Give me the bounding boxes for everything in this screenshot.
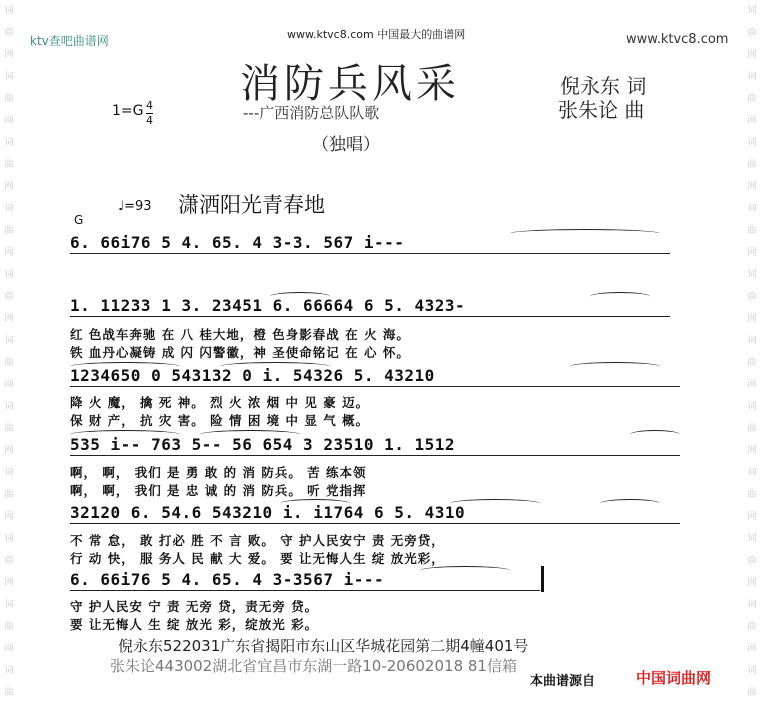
side-watermark-char: 曲 [747,292,757,302]
side-watermark-char: 网 [747,314,757,324]
side-watermark-char: 词 [747,270,757,280]
side-watermark-char: 词 [4,138,14,148]
underline [70,523,680,524]
score-line-3: 1234650 0 543132 0 i. 54326 5. 43210 [70,366,435,385]
side-watermark-char: 词 [4,402,14,412]
underline [70,590,540,591]
side-watermark-char: 网 [4,644,14,654]
side-watermark-char: 词 [747,204,757,214]
side-watermark-char: 网 [4,314,14,324]
score-line-6: 6. 66i76 5 4. 65. 4 3-3567 i--- [70,570,385,589]
side-watermark-char: 曲 [747,160,757,170]
side-watermark-char: 曲 [4,160,14,170]
side-watermark-char: 曲 [4,94,14,104]
lyricist-credit: 倪永东 词 [560,74,647,98]
source-label: 本曲谱源自 [530,674,596,689]
chord-symbol: G [74,213,84,227]
slur [280,499,350,508]
side-watermark-char: 网 [4,182,14,192]
side-watermark-char: 网 [4,50,14,60]
side-watermark-char: 网 [4,446,14,456]
side-watermark-char: 网 [747,380,757,390]
slur [630,430,680,439]
side-watermark-char: 词 [747,534,757,544]
lyric-line-4b: 啊， 啊， 我们 是 忠 诚 的 消 防兵。 听 党指挥 [70,483,367,498]
side-watermark-char: 网 [747,50,757,60]
key-signature: 1=G [112,103,144,119]
lyric-line-3a: 降 火 魔， 擒 死 神。 烈 火 浓 烟 中 见 豪 迈。 [70,395,370,410]
side-watermark-char: 词 [747,138,757,148]
side-watermark-char: 词 [747,666,757,676]
slur [510,229,660,238]
side-watermark-char: 曲 [4,688,14,698]
side-watermark-char: 网 [747,182,757,192]
underline [70,455,680,456]
tempo-marking: ♩=93 [118,199,152,214]
side-watermark-char: 网 [747,578,757,588]
lyric-line-2a: 红 色战车奔驰 在 八 桂大地，橙 色身影春战 在 火 海。 [70,327,410,342]
side-watermark-char: 网 [4,248,14,258]
side-watermark-char: 词 [4,666,14,676]
right-site-watermark: www.ktvc8.com [626,32,729,47]
slur [200,430,300,439]
lyric-line-5b: 行 动 快， 服 务人 民 献 大 爱。 要 让无悔人生 绽 放光彩， [70,551,445,566]
side-watermark-char: 曲 [4,424,14,434]
slur [600,499,660,508]
underline [70,253,670,254]
lyric-line-4a: 啊， 啊， 我们 是 勇 敢 的 消 防兵。 苦 练本领 [70,465,367,480]
score-line-4: 535 i-- 763 5-- 56 654 3 23510 1. 1512 [70,435,456,454]
side-watermark-char: 曲 [4,358,14,368]
side-watermark-char: 曲 [4,556,14,566]
side-watermark-char: 词 [747,600,757,610]
center-site-watermark: www.ktvc8.com 中国最大的曲谱网 [287,28,466,41]
side-watermark-char: 网 [747,512,757,522]
slur [590,292,650,301]
side-watermark-char: 曲 [747,622,757,632]
slur [570,362,660,371]
side-watermark-char: 词 [747,468,757,478]
song-subtitle: ---广西消防总队队歌 [243,104,380,122]
left-side-watermark [2,0,16,716]
side-watermark-char: 曲 [4,490,14,500]
final-barline [541,566,544,592]
song-title: 消防兵风采 [240,61,460,107]
side-watermark-char: 词 [4,204,14,214]
slur [70,362,180,371]
score-line-5: 32120 6. 54.6 543210 i. i1764 6 5. 4310 [70,503,466,522]
side-watermark-char: 曲 [747,226,757,236]
lyric-line-5a: 不 常 怠， 敢 打必 胜 不 言 败。 守 护人民安宁 责 无旁贷， [70,533,445,548]
side-watermark-char: 曲 [747,94,757,104]
lyric-line-6b: 要 让无悔人 生 绽 放光 彩，绽放光 彩。 [70,617,319,632]
side-watermark-char: 词 [4,72,14,82]
score-line-2: 1. 11233 1 3. 23451 6. 66664 6 5. 4323- [70,296,466,315]
side-watermark-char: 网 [747,116,757,126]
author-address-1: 倪永东522031广东省揭阳市东山区华城花园第二期4幢401号 [118,637,529,655]
side-watermark-char: 曲 [4,28,14,38]
slur [450,499,540,508]
side-watermark-char: 曲 [4,292,14,302]
side-watermark-char: 曲 [4,622,14,632]
underline [70,316,670,317]
side-watermark-char: 曲 [747,358,757,368]
side-watermark-char: 网 [4,380,14,390]
slur [270,292,330,301]
brand-logo-text: 中国词曲网 [636,669,712,687]
side-watermark-char: 网 [4,116,14,126]
left-site-watermark: ktv查吧曲谱网 [30,34,109,48]
slur [220,362,330,371]
side-watermark-char: 曲 [747,688,757,698]
time-signature-bottom: 4 [146,114,153,127]
right-side-watermark [745,0,759,716]
slur [420,566,510,575]
side-watermark-char: 词 [4,600,14,610]
lyric-line-3b: 保 财 产， 抗 灾 害。 险 情 困 境 中 显 气 概。 [70,413,370,428]
intro-lyric: 潇洒阳光青春地 [178,193,325,217]
score-line-1: 6. 66i76 5 4. 65. 4 3-3. 567 i--- [70,233,405,252]
side-watermark-char: 词 [747,402,757,412]
side-watermark-char: 网 [4,512,14,522]
side-watermark-char: 曲 [747,490,757,500]
underline [70,386,680,387]
lyric-line-2b: 铁 血丹心凝铸 成 闪 闪警徽，神 圣使命铭记 在 心 怀。 [70,345,410,360]
time-signature-top: 4 [146,99,153,112]
lyric-line-6a: 守 护人民安 宁 责 无旁 贷，责无旁 贷。 [70,599,319,614]
time-signature [146,99,153,128]
side-watermark-char: 词 [747,336,757,346]
side-watermark-char: 曲 [4,226,14,236]
side-watermark-char: 词 [747,6,757,16]
side-watermark-char: 网 [747,446,757,456]
side-watermark-char: 词 [4,534,14,544]
side-watermark-char: 词 [4,270,14,280]
composer-credit: 张朱论 曲 [558,98,645,122]
author-address-2: 张朱论443002湖北省宜昌市东湖一路10-20602018 81信箱 [110,657,517,675]
side-watermark-char: 网 [747,248,757,258]
side-watermark-char: 词 [4,336,14,346]
side-watermark-char: 词 [4,468,14,478]
side-watermark-char: 曲 [747,556,757,566]
performance-type: （独唱） [312,135,380,155]
slur [70,430,180,439]
side-watermark-char: 网 [747,644,757,654]
side-watermark-char: 曲 [747,28,757,38]
side-watermark-char: 词 [747,72,757,82]
side-watermark-char: 曲 [747,424,757,434]
side-watermark-char: 网 [4,578,14,588]
side-watermark-char: 词 [4,6,14,16]
